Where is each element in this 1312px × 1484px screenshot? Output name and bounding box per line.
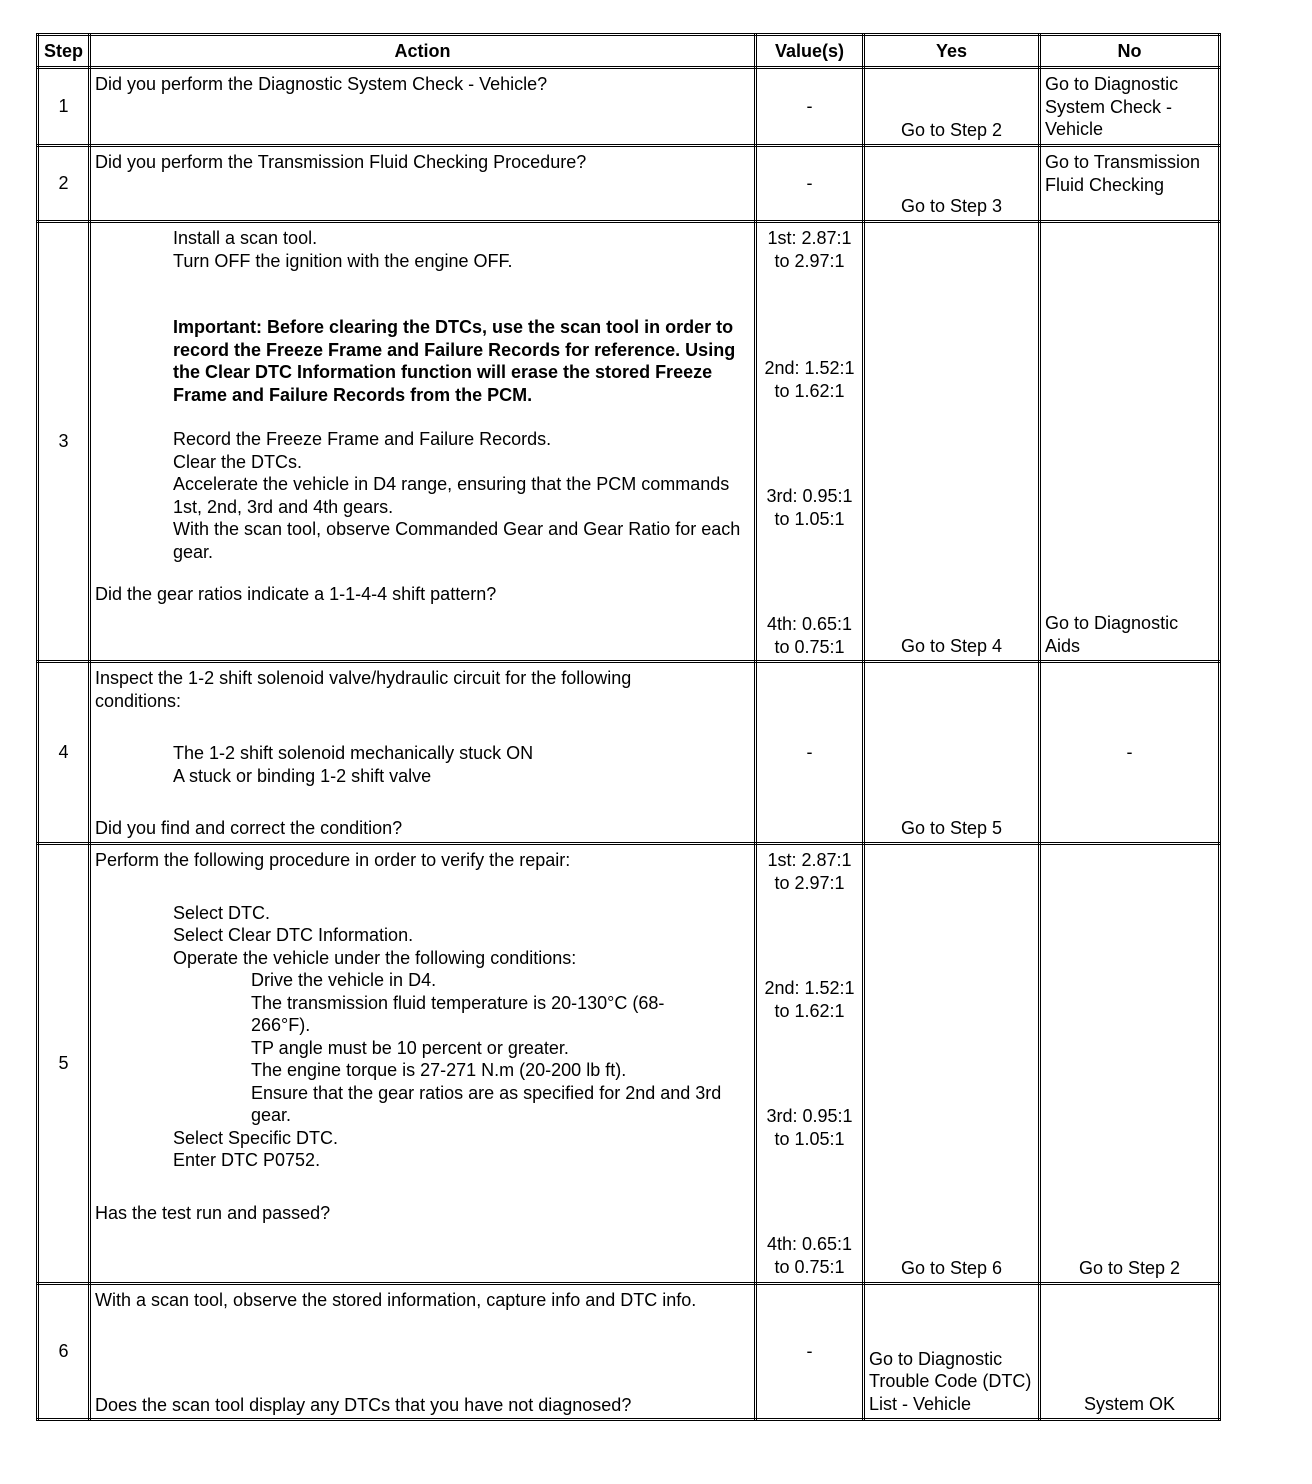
action-line: Turn OFF the ignition with the engine OFF. xyxy=(173,250,513,271)
gear-ratio-3rd: 3rd: 0.95:1 to 1.05:1 xyxy=(766,1106,853,1149)
action-line: Clear the DTCs. xyxy=(173,451,303,472)
no-cell: Go to Diagnostic System Check - Vehicle xyxy=(1040,68,1220,146)
action-cell xyxy=(90,146,756,222)
gear-ratio-3rd: 3rd: 0.95:1 to 1.05:1 xyxy=(766,486,853,529)
action-question: Did you find and correct the condition? xyxy=(95,818,403,838)
yes-cell: Go to Step 3 xyxy=(864,146,1040,222)
header-action: Action xyxy=(90,35,756,68)
gear-ratio-4th: 4th: 0.65:1 to 0.75:1 xyxy=(766,1234,853,1277)
gear-ratio-1st: 1st: 2.87:1 to 2.97:1 xyxy=(767,850,852,893)
action-line: Operate the vehicle under the following conditions: xyxy=(173,947,577,968)
step-number: 5 xyxy=(38,844,90,1284)
important-note: Important: Before clearing the DTCs, use the scan tool in order to record the Freeze Frame and Failure Records for reference. Using the Clear DTC Information function will erase the stored Freeze Frame and Failure Records from the PCM. xyxy=(173,317,736,405)
table-row xyxy=(38,68,1220,146)
action-subline: The engine torque is 27-271 N.m (20-200 lb ft). xyxy=(251,1060,627,1080)
yes-cell: Go to Diagnostic Trouble Code (DTC) List - Vehicle xyxy=(864,1284,1040,1420)
value-cell: - xyxy=(756,146,864,222)
action-question: Has the test run and passed? xyxy=(95,1202,331,1223)
table-row xyxy=(38,222,1220,662)
value-cell: - xyxy=(756,1284,864,1420)
gear-ratio-2nd: 2nd: 1.52:1 to 1.62:1 xyxy=(764,978,855,1021)
gear-ratio-2nd: 2nd: 1.52:1 to 1.62:1 xyxy=(764,358,855,401)
step-number: 1 xyxy=(38,68,90,146)
table-row xyxy=(38,844,1220,1284)
action-line: Record the Freeze Frame and Failure Records. xyxy=(173,429,552,449)
action-cell xyxy=(90,222,756,662)
step-number: 6 xyxy=(38,1284,90,1420)
value-cell xyxy=(756,844,864,1284)
table-row xyxy=(38,662,1220,844)
value-cell xyxy=(756,222,864,662)
yes-cell: Go to Step 6 xyxy=(864,844,1040,1284)
action-subline: TP angle must be 10 percent or greater. xyxy=(251,1037,569,1058)
action-subline: Drive the vehicle in D4. xyxy=(251,970,437,990)
action-question: Did the gear ratios indicate a 1-1-4-4 shift pattern? xyxy=(95,584,497,604)
yes-cell: Go to Step 5 xyxy=(864,662,1040,844)
header-values: Value(s) xyxy=(756,35,864,68)
action-intro: Perform the following procedure in order to verify the repair: xyxy=(95,850,571,870)
action-line: Install a scan tool. xyxy=(173,228,318,248)
action-subline: The transmission fluid temperature is 20-130°C (68-266°F). xyxy=(251,992,665,1035)
no-cell: Go to Transmission Fluid Checking xyxy=(1040,146,1220,222)
yes-cell: Go to Step 4 xyxy=(864,222,1040,662)
action-line: Select DTC. xyxy=(173,902,271,923)
action-line: Accelerate the vehicle in D4 range, ensuring that the PCM commands 1st, 2nd, 3rd and 4th gears. xyxy=(173,474,730,517)
step-number: 3 xyxy=(38,222,90,662)
action-line: Enter DTC P0752. xyxy=(173,1150,321,1170)
action-line: The 1-2 shift solenoid mechanically stuck ON xyxy=(173,743,534,763)
action-cell xyxy=(90,1284,756,1420)
action-cell xyxy=(90,68,756,146)
table-row xyxy=(38,146,1220,222)
action-intro: With a scan tool, observe the stored information, capture info and DTC info. xyxy=(95,1290,697,1310)
yes-cell: Go to Step 2 xyxy=(864,68,1040,146)
header-step: Step xyxy=(38,35,90,68)
value-cell: - xyxy=(756,662,864,844)
action-question: Did you perform the Diagnostic System Check - Vehicle? xyxy=(95,74,548,94)
action-line: Select Clear DTC Information. xyxy=(173,925,414,945)
action-cell xyxy=(90,662,756,844)
header-no: No xyxy=(1040,35,1220,68)
step-number: 4 xyxy=(38,662,90,844)
action-line: With the scan tool, observe Commanded Gear and Gear Ratio for each gear. xyxy=(173,519,741,562)
step-number: 2 xyxy=(38,146,90,222)
table-row xyxy=(38,1284,1220,1420)
diagnostic-table xyxy=(36,33,1221,1421)
gear-ratio-4th: 4th: 0.65:1 to 0.75:1 xyxy=(766,614,853,657)
action-line: A stuck or binding 1-2 shift valve xyxy=(173,765,432,786)
value-cell: - xyxy=(756,68,864,146)
gear-ratio-1st: 1st: 2.87:1 to 2.97:1 xyxy=(767,228,852,271)
header-row xyxy=(38,35,1220,68)
no-cell: Go to Diagnostic Aids xyxy=(1040,222,1220,662)
action-cell xyxy=(90,844,756,1284)
no-cell: System OK xyxy=(1040,1284,1220,1420)
action-intro: Inspect the 1-2 shift solenoid valve/hydraulic circuit for the following conditions: xyxy=(95,668,632,711)
no-cell: - xyxy=(1040,662,1220,844)
action-line: Select Specific DTC. xyxy=(173,1127,339,1148)
action-question: Did you perform the Transmission Fluid Checking Procedure? xyxy=(95,152,587,172)
header-yes: Yes xyxy=(864,35,1040,68)
action-subline: Ensure that the gear ratios are as specified for 2nd and 3rd gear. xyxy=(251,1082,722,1125)
action-question: Does the scan tool display any DTCs that you have not diagnosed? xyxy=(95,1394,632,1415)
no-cell: Go to Step 2 xyxy=(1040,844,1220,1284)
